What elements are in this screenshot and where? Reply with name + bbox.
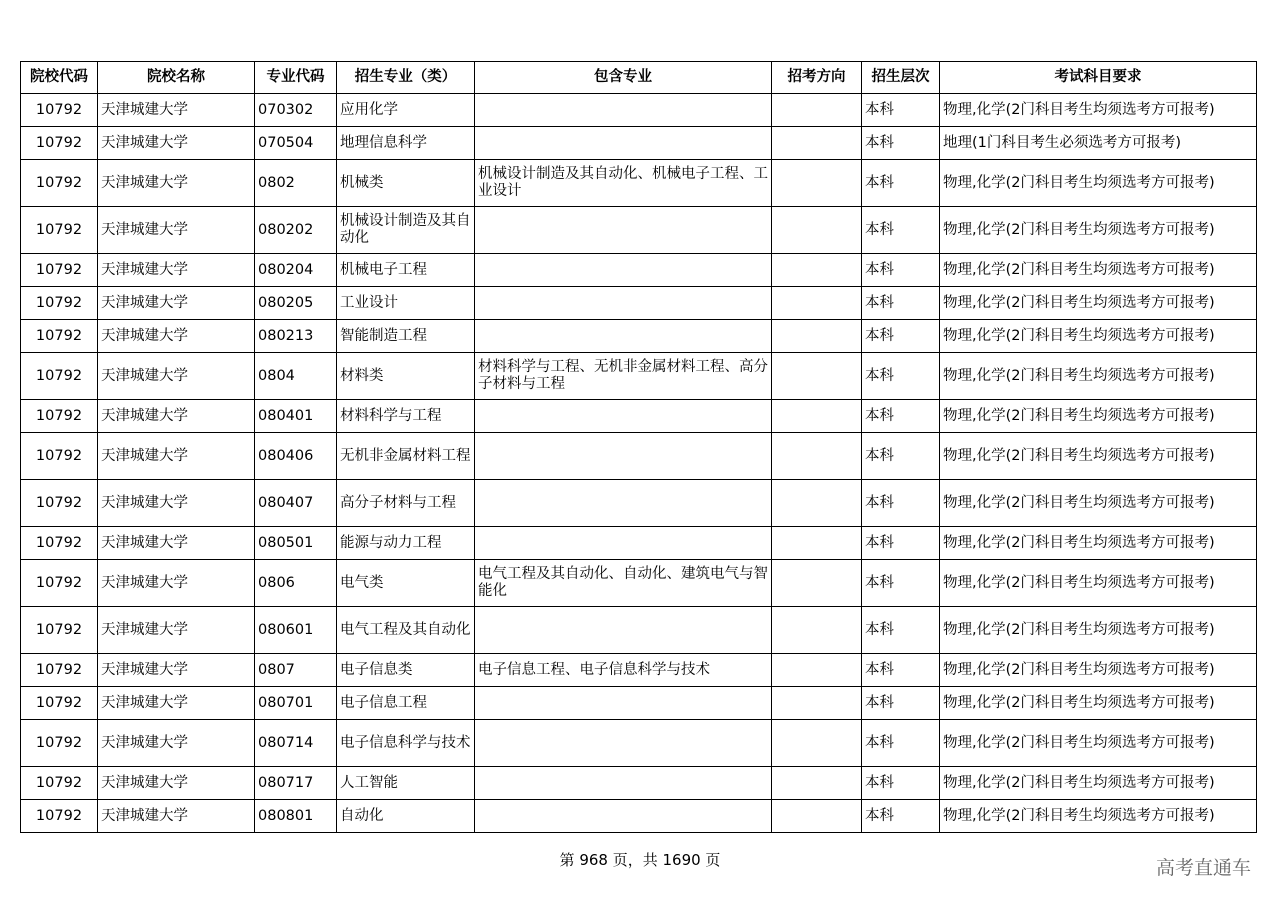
watermark-logo: 高考直通车 <box>1155 857 1251 879</box>
table-row <box>21 320 1257 353</box>
cell-major: 能源与动力工程 <box>337 527 475 560</box>
cell-included-majors <box>475 254 772 287</box>
header-major-code: 专业代码 <box>255 62 337 94</box>
cell-school-name: 天津城建大学 <box>98 433 255 480</box>
cell-level: 本科 <box>862 480 940 527</box>
cell-included-majors <box>475 207 772 254</box>
table-row <box>21 480 1257 527</box>
table-row <box>21 254 1257 287</box>
cell-major-code: 080205 <box>255 287 337 320</box>
cell-level: 本科 <box>862 160 940 207</box>
cell-school-name: 天津城建大学 <box>98 607 255 654</box>
cell-direction <box>772 207 862 254</box>
cell-major: 材料类 <box>337 353 475 400</box>
cell-major: 智能制造工程 <box>337 320 475 353</box>
header-level: 招生层次 <box>862 62 940 94</box>
cell-included-majors: 机械设计制造及其自动化、机械电子工程、工业设计 <box>475 160 772 207</box>
cell-major: 电气类 <box>337 560 475 607</box>
cell-subject-requirement: 物理,化学(2门科目考生均须选考方可报考) <box>940 687 1257 720</box>
cell-direction <box>772 527 862 560</box>
cell-subject-requirement: 物理,化学(2门科目考生均须选考方可报考) <box>940 767 1257 800</box>
cell-subject-requirement: 物理,化学(2门科目考生均须选考方可报考) <box>940 160 1257 207</box>
cell-school-name: 天津城建大学 <box>98 160 255 207</box>
cell-major-code: 080401 <box>255 400 337 433</box>
cell-school-code: 10792 <box>21 720 98 767</box>
cell-major-code: 080601 <box>255 607 337 654</box>
cell-major: 高分子材料与工程 <box>337 480 475 527</box>
cell-school-name: 天津城建大学 <box>98 800 255 833</box>
header-direction: 招考方向 <box>772 62 862 94</box>
cell-school-name: 天津城建大学 <box>98 254 255 287</box>
cell-major-code: 0807 <box>255 654 337 687</box>
cell-school-code: 10792 <box>21 654 98 687</box>
cell-school-name: 天津城建大学 <box>98 560 255 607</box>
cell-level: 本科 <box>862 94 940 127</box>
cell-included-majors <box>475 287 772 320</box>
cell-school-name: 天津城建大学 <box>98 127 255 160</box>
admission-table <box>20 61 1257 833</box>
cell-major-code: 080714 <box>255 720 337 767</box>
cell-school-name: 天津城建大学 <box>98 353 255 400</box>
table-row <box>21 94 1257 127</box>
cell-level: 本科 <box>862 720 940 767</box>
cell-subject-requirement: 物理,化学(2门科目考生均须选考方可报考) <box>940 480 1257 527</box>
cell-level: 本科 <box>862 654 940 687</box>
cell-major-code: 080406 <box>255 433 337 480</box>
cell-subject-requirement: 物理,化学(2门科目考生均须选考方可报考) <box>940 527 1257 560</box>
table-row <box>21 687 1257 720</box>
cell-major-code: 070504 <box>255 127 337 160</box>
cell-school-code: 10792 <box>21 160 98 207</box>
cell-included-majors <box>475 527 772 560</box>
cell-included-majors <box>475 127 772 160</box>
cell-major: 机械类 <box>337 160 475 207</box>
cell-direction <box>772 400 862 433</box>
cell-school-name: 天津城建大学 <box>98 687 255 720</box>
cell-subject-requirement: 物理,化学(2门科目考生均须选考方可报考) <box>940 94 1257 127</box>
cell-included-majors <box>475 607 772 654</box>
cell-major: 材料科学与工程 <box>337 400 475 433</box>
table-row <box>21 353 1257 400</box>
cell-level: 本科 <box>862 207 940 254</box>
cell-included-majors <box>475 480 772 527</box>
cell-level: 本科 <box>862 607 940 654</box>
cell-subject-requirement: 物理,化学(2门科目考生均须选考方可报考) <box>940 720 1257 767</box>
cell-subject-requirement: 物理,化学(2门科目考生均须选考方可报考) <box>940 287 1257 320</box>
cell-direction <box>772 480 862 527</box>
cell-major: 机械设计制造及其自动化 <box>337 207 475 254</box>
cell-level: 本科 <box>862 254 940 287</box>
cell-direction <box>772 94 862 127</box>
cell-included-majors <box>475 320 772 353</box>
cell-school-name: 天津城建大学 <box>98 720 255 767</box>
cell-major: 电子信息科学与技术 <box>337 720 475 767</box>
cell-school-code: 10792 <box>21 767 98 800</box>
cell-major: 自动化 <box>337 800 475 833</box>
cell-school-code: 10792 <box>21 800 98 833</box>
cell-major-code: 080204 <box>255 254 337 287</box>
cell-school-name: 天津城建大学 <box>98 207 255 254</box>
cell-major-code: 080717 <box>255 767 337 800</box>
cell-included-majors <box>475 433 772 480</box>
cell-subject-requirement: 地理(1门科目考生必须选考方可报考) <box>940 127 1257 160</box>
cell-major-code: 080701 <box>255 687 337 720</box>
cell-school-code: 10792 <box>21 127 98 160</box>
cell-direction <box>772 800 862 833</box>
table-row <box>21 767 1257 800</box>
cell-major-code: 080213 <box>255 320 337 353</box>
cell-major-code: 0802 <box>255 160 337 207</box>
table-row <box>21 160 1257 207</box>
header-subject-requirement: 考试科目要求 <box>940 62 1257 94</box>
cell-school-code: 10792 <box>21 433 98 480</box>
table-row <box>21 527 1257 560</box>
cell-direction <box>772 607 862 654</box>
cell-included-majors <box>475 720 772 767</box>
cell-major-code: 080801 <box>255 800 337 833</box>
cell-major: 应用化学 <box>337 94 475 127</box>
cell-direction <box>772 127 862 160</box>
cell-direction <box>772 433 862 480</box>
cell-school-code: 10792 <box>21 287 98 320</box>
cell-direction <box>772 320 862 353</box>
cell-level: 本科 <box>862 560 940 607</box>
cell-school-code: 10792 <box>21 320 98 353</box>
cell-included-majors <box>475 767 772 800</box>
cell-level: 本科 <box>862 433 940 480</box>
cell-major: 人工智能 <box>337 767 475 800</box>
cell-school-code: 10792 <box>21 560 98 607</box>
table-row <box>21 127 1257 160</box>
cell-subject-requirement: 物理,化学(2门科目考生均须选考方可报考) <box>940 654 1257 687</box>
cell-major-code: 080202 <box>255 207 337 254</box>
cell-direction <box>772 254 862 287</box>
cell-school-name: 天津城建大学 <box>98 94 255 127</box>
cell-direction <box>772 560 862 607</box>
table-row <box>21 400 1257 433</box>
cell-included-majors: 电子信息工程、电子信息科学与技术 <box>475 654 772 687</box>
cell-major-code: 070302 <box>255 94 337 127</box>
cell-school-name: 天津城建大学 <box>98 400 255 433</box>
table-row <box>21 207 1257 254</box>
cell-included-majors <box>475 400 772 433</box>
cell-included-majors <box>475 94 772 127</box>
cell-school-name: 天津城建大学 <box>98 654 255 687</box>
table-header-row <box>21 62 1257 94</box>
header-major: 招生专业（类） <box>337 62 475 94</box>
cell-major: 电子信息工程 <box>337 687 475 720</box>
table-body <box>21 94 1257 833</box>
cell-direction <box>772 287 862 320</box>
header-included-majors: 包含专业 <box>475 62 772 94</box>
cell-major-code: 080407 <box>255 480 337 527</box>
cell-level: 本科 <box>862 767 940 800</box>
cell-school-code: 10792 <box>21 353 98 400</box>
cell-level: 本科 <box>862 527 940 560</box>
cell-subject-requirement: 物理,化学(2门科目考生均须选考方可报考) <box>940 400 1257 433</box>
cell-major-code: 080501 <box>255 527 337 560</box>
cell-major-code: 0804 <box>255 353 337 400</box>
cell-school-code: 10792 <box>21 527 98 560</box>
cell-major: 无机非金属材料工程 <box>337 433 475 480</box>
cell-subject-requirement: 物理,化学(2门科目考生均须选考方可报考) <box>940 433 1257 480</box>
table-row <box>21 607 1257 654</box>
table-row <box>21 560 1257 607</box>
cell-included-majors: 材料科学与工程、无机非金属材料工程、高分子材料与工程 <box>475 353 772 400</box>
cell-school-code: 10792 <box>21 94 98 127</box>
cell-direction <box>772 353 862 400</box>
cell-major-code: 0806 <box>255 560 337 607</box>
cell-direction <box>772 720 862 767</box>
table-row <box>21 654 1257 687</box>
cell-direction <box>772 654 862 687</box>
cell-school-name: 天津城建大学 <box>98 320 255 353</box>
cell-major: 地理信息科学 <box>337 127 475 160</box>
cell-level: 本科 <box>862 320 940 353</box>
cell-school-code: 10792 <box>21 480 98 527</box>
cell-school-name: 天津城建大学 <box>98 287 255 320</box>
cell-level: 本科 <box>862 353 940 400</box>
cell-included-majors <box>475 800 772 833</box>
cell-included-majors: 电气工程及其自动化、自动化、建筑电气与智能化 <box>475 560 772 607</box>
cell-direction <box>772 160 862 207</box>
page-number: 第 968 页，共 1690 页 <box>559 851 721 869</box>
table-row <box>21 287 1257 320</box>
cell-subject-requirement: 物理,化学(2门科目考生均须选考方可报考) <box>940 254 1257 287</box>
cell-school-code: 10792 <box>21 687 98 720</box>
cell-subject-requirement: 物理,化学(2门科目考生均须选考方可报考) <box>940 207 1257 254</box>
cell-subject-requirement: 物理,化学(2门科目考生均须选考方可报考) <box>940 320 1257 353</box>
table-row <box>21 800 1257 833</box>
cell-direction <box>772 687 862 720</box>
cell-subject-requirement: 物理,化学(2门科目考生均须选考方可报考) <box>940 353 1257 400</box>
header-school-name: 院校名称 <box>98 62 255 94</box>
cell-subject-requirement: 物理,化学(2门科目考生均须选考方可报考) <box>940 607 1257 654</box>
cell-major: 工业设计 <box>337 287 475 320</box>
cell-school-code: 10792 <box>21 400 98 433</box>
cell-level: 本科 <box>862 800 940 833</box>
header-school-code: 院校代码 <box>21 62 98 94</box>
cell-level: 本科 <box>862 687 940 720</box>
cell-major: 电气工程及其自动化 <box>337 607 475 654</box>
table-row <box>21 433 1257 480</box>
cell-school-name: 天津城建大学 <box>98 527 255 560</box>
cell-school-code: 10792 <box>21 254 98 287</box>
cell-subject-requirement: 物理,化学(2门科目考生均须选考方可报考) <box>940 800 1257 833</box>
table-row <box>21 720 1257 767</box>
cell-school-name: 天津城建大学 <box>98 480 255 527</box>
cell-direction <box>772 767 862 800</box>
cell-level: 本科 <box>862 287 940 320</box>
cell-level: 本科 <box>862 127 940 160</box>
cell-major: 电子信息类 <box>337 654 475 687</box>
cell-school-name: 天津城建大学 <box>98 767 255 800</box>
cell-school-code: 10792 <box>21 207 98 254</box>
cell-level: 本科 <box>862 400 940 433</box>
cell-included-majors <box>475 687 772 720</box>
cell-major: 机械电子工程 <box>337 254 475 287</box>
cell-school-code: 10792 <box>21 607 98 654</box>
cell-subject-requirement: 物理,化学(2门科目考生均须选考方可报考) <box>940 560 1257 607</box>
